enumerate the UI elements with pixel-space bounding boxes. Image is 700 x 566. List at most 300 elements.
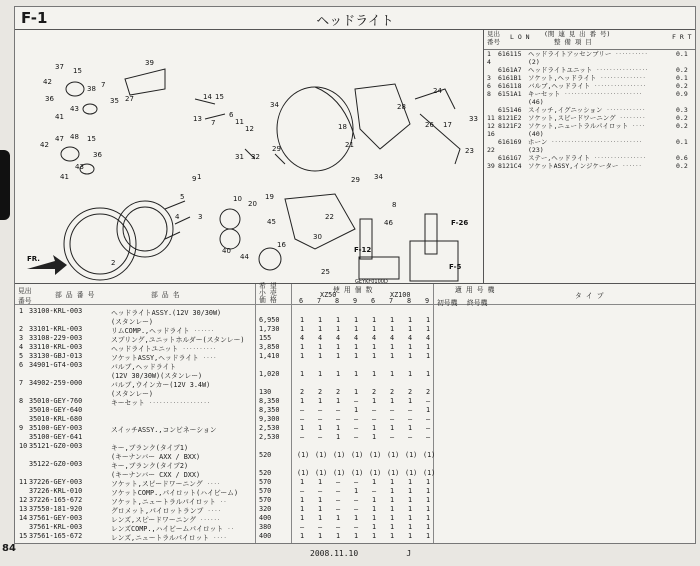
row-qty: – <box>335 478 341 486</box>
row-qty: – <box>299 487 305 495</box>
row-qty: – <box>335 487 341 495</box>
col-type-header: タ イ プ <box>575 292 604 300</box>
row-ref: 10 <box>19 442 28 450</box>
row-qty: 1 <box>389 316 395 324</box>
row-qty: – <box>407 406 413 414</box>
row-qty: 1 <box>299 478 305 486</box>
table-row <box>15 532 695 540</box>
row-qty: 1 <box>335 433 341 441</box>
svg-text:7: 7 <box>211 119 216 127</box>
row-qty: 1 <box>407 523 413 531</box>
figure-code: F-1 <box>21 9 48 27</box>
row-qty: 1 <box>407 505 413 513</box>
table-row <box>15 307 695 315</box>
row-qty: – <box>317 523 323 531</box>
row-qty: 4 <box>353 334 359 342</box>
year-header: 8 <box>407 297 412 305</box>
row-qty: 1 <box>353 352 359 360</box>
svg-text:39: 39 <box>145 59 154 67</box>
table-row <box>15 334 695 342</box>
row-qty: 1 <box>335 343 341 351</box>
row-qty: 1 <box>371 514 377 522</box>
svg-text:44: 44 <box>240 253 249 261</box>
row-price: 1,730 <box>259 325 280 333</box>
svg-text:20: 20 <box>248 200 257 208</box>
svg-text:42: 42 <box>40 141 49 149</box>
svg-text:30: 30 <box>313 233 322 241</box>
row-qty: 2 <box>371 388 377 396</box>
row-qty: 1 <box>353 406 359 414</box>
svg-text:42: 42 <box>43 78 52 86</box>
row-part-name: バルブ,ウインカー(12V 3.4W) <box>111 381 211 389</box>
svg-text:12: 12 <box>245 125 254 133</box>
col-part-no-header: 部 品 番 号 <box>55 291 95 299</box>
year-header: 7 <box>317 297 322 305</box>
col-ref-header: 見出 番号 <box>18 287 32 305</box>
row-qty: 1 <box>389 523 395 531</box>
row-qty: – <box>353 478 359 486</box>
row-qty: – <box>371 487 377 495</box>
legend-category-header: 整 備 項 目 <box>554 38 592 46</box>
legend-lon: 616169 <box>498 138 522 146</box>
row-qty: 4 <box>389 334 395 342</box>
svg-text:23: 23 <box>465 147 474 155</box>
row-qty: 1 <box>317 424 323 432</box>
svg-text:9: 9 <box>192 175 197 183</box>
row-qty: (1) <box>423 469 436 477</box>
row-ref: 8 <box>19 397 24 405</box>
row-qty: – <box>371 415 377 423</box>
row-qty: 1 <box>425 514 431 522</box>
row-part-name: レンズ,ニュートラルパイロット ‥‥ <box>111 534 227 542</box>
legend-frt: 0.3 <box>676 106 688 114</box>
legend-desc: ホーン ‥‥‥‥‥‥‥‥‥‥‥‥‥‥ <box>528 138 643 146</box>
row-part-no: 37550-181-920 <box>29 505 83 513</box>
table-row <box>15 343 695 351</box>
row-qty: 1 <box>425 532 431 540</box>
row-qty: 1 <box>407 316 413 324</box>
legend-desc: (46) <box>528 98 544 106</box>
row-part-no: 37561-KRL-003 <box>29 523 83 531</box>
table-row <box>15 361 695 369</box>
svg-text:36: 36 <box>45 95 54 103</box>
row-qty: – <box>353 424 359 432</box>
row-qty: – <box>353 397 359 405</box>
legend-row <box>484 123 695 131</box>
row-qty: – <box>389 406 395 414</box>
legend-frt: 0.2 <box>676 114 688 122</box>
svg-text:16: 16 <box>277 241 286 249</box>
row-qty: 1 <box>389 424 395 432</box>
row-qty: 1 <box>371 424 377 432</box>
table-row <box>15 469 695 477</box>
row-ref: 15 <box>19 532 28 540</box>
table-row <box>15 496 695 504</box>
row-part-no: 35010-GEY-760 <box>29 397 83 405</box>
row-ref: 2 <box>19 325 24 333</box>
svg-text:34: 34 <box>374 173 383 181</box>
year-header: 8 <box>335 297 340 305</box>
svg-text:11: 11 <box>235 118 244 126</box>
row-qty: 1 <box>317 316 323 324</box>
row-qty: 1 <box>353 487 359 495</box>
row-price: 320 <box>259 505 272 513</box>
legend-ref-header: 見出 番号 <box>487 30 500 46</box>
row-qty: 1 <box>299 352 305 360</box>
row-qty: 1 <box>407 325 413 333</box>
row-price: 1,410 <box>259 352 280 360</box>
row-part-no: 37226-GEY-003 <box>29 478 83 486</box>
row-qty: 1 <box>371 523 377 531</box>
row-part-name: (スタンレー) <box>111 318 153 326</box>
legend-lon: 615146 <box>498 106 522 114</box>
row-qty: – <box>407 433 413 441</box>
row-qty: 1 <box>371 397 377 405</box>
svg-text:36: 36 <box>93 151 102 159</box>
row-qty: 4 <box>371 334 377 342</box>
row-qty: 4 <box>425 334 431 342</box>
legend-lon: 6161G7 <box>498 154 522 162</box>
row-qty: 1 <box>335 532 341 540</box>
table-row <box>15 397 695 405</box>
legend-frt: 0.6 <box>676 154 688 162</box>
col-part-name-header: 部 品 名 <box>151 291 180 299</box>
row-part-name: (スタンレー) <box>111 390 153 398</box>
row-price: 570 <box>259 496 272 504</box>
row-qty: 1 <box>335 316 341 324</box>
svg-text:24: 24 <box>433 87 442 95</box>
row-qty: (1) <box>405 469 418 477</box>
legend-row <box>484 139 695 147</box>
svg-text:18: 18 <box>338 123 347 131</box>
parts-table <box>15 284 695 543</box>
row-qty: – <box>299 523 305 531</box>
svg-text:10: 10 <box>233 195 242 203</box>
row-price: 130 <box>259 388 272 396</box>
row-qty: 1 <box>299 343 305 351</box>
row-qty: 1 <box>299 325 305 333</box>
row-qty: – <box>335 496 341 504</box>
row-ref: 1 <box>19 307 24 315</box>
row-qty: 2 <box>425 388 431 396</box>
svg-text:6: 6 <box>229 111 234 119</box>
row-qty: (1) <box>369 451 382 459</box>
row-qty: (1) <box>333 451 346 459</box>
row-qty: 1 <box>317 505 323 513</box>
diagram-illustration <box>15 29 483 283</box>
row-qty: 1 <box>425 406 431 414</box>
row-qty: (1) <box>369 469 382 477</box>
row-qty: 2 <box>407 388 413 396</box>
row-price: 570 <box>259 478 272 486</box>
row-ref: 4 <box>19 343 24 351</box>
table-row <box>15 316 695 324</box>
table-row <box>15 370 695 378</box>
row-qty: 4 <box>407 334 413 342</box>
legend-desc: (40) <box>528 130 544 138</box>
row-qty: 1 <box>353 370 359 378</box>
row-qty: 1 <box>317 397 323 405</box>
legend-ref: 11 <box>487 114 495 122</box>
row-qty: – <box>389 433 395 441</box>
col-first-header: 初号機 <box>437 299 458 307</box>
svg-text:34: 34 <box>270 101 279 109</box>
svg-text:37: 37 <box>55 63 64 71</box>
legend-ref: 12 <box>487 122 495 130</box>
row-qty: 1 <box>425 370 431 378</box>
legend-ref: 16 <box>487 130 495 138</box>
row-qty: 1 <box>407 487 413 495</box>
legend-frt: 0.2 <box>676 82 688 90</box>
col-applicable-header: 適 用 号 機 <box>455 286 495 294</box>
row-qty: 1 <box>389 325 395 333</box>
row-qty: 1 <box>299 397 305 405</box>
row-qty: 2 <box>389 388 395 396</box>
row-qty: 1 <box>389 514 395 522</box>
row-part-no: 33100-KRL-003 <box>29 307 83 315</box>
row-qty: – <box>335 505 341 513</box>
col-price-header: 希 望 小 売 価 格 <box>259 282 277 304</box>
row-qty: 1 <box>335 424 341 432</box>
legend-row <box>484 163 695 171</box>
svg-text:1: 1 <box>197 173 202 181</box>
col-last-header: 終号機 <box>467 299 488 307</box>
row-qty: (1) <box>351 469 364 477</box>
model-a-header: XZ50 <box>320 291 337 299</box>
legend-desc: ソケット,ヘッドライト ‥‥‥‥‥‥‥ <box>528 74 646 82</box>
legend-desc: ステー,ヘッドライト ‥‥‥‥‥‥‥‥ <box>528 154 647 162</box>
row-qty: 1 <box>407 370 413 378</box>
row-qty: 1 <box>371 352 377 360</box>
row-part-name: (キーナンバー AXX / BXX) <box>111 453 201 461</box>
row-part-no: 35100-GEY-641 <box>29 433 83 441</box>
row-qty: – <box>371 406 377 414</box>
row-qty: 1 <box>299 424 305 432</box>
row-part-no: 35121-GZ0-003 <box>29 442 83 450</box>
model-b-header: XZ100 <box>390 291 411 299</box>
svg-text:47: 47 <box>55 135 64 143</box>
row-part-no: 33130-GBJ-013 <box>29 352 83 360</box>
row-qty: – <box>425 424 431 432</box>
svg-text:29: 29 <box>272 145 281 153</box>
year-header: 6 <box>299 297 304 305</box>
row-qty: – <box>353 523 359 531</box>
row-part-name: (12V 30/30W)(スタンレー) <box>111 372 203 380</box>
row-part-no: 35010-GEY-640 <box>29 406 83 414</box>
row-qty: 1 <box>353 316 359 324</box>
legend-lon: 8121F2 <box>498 122 522 130</box>
row-qty: 1 <box>317 352 323 360</box>
legend-row <box>484 51 695 59</box>
svg-text:46: 46 <box>384 219 393 227</box>
legend-frt: 0.1 <box>676 138 688 146</box>
col-usage-header: 使 用 個 数 <box>333 286 373 294</box>
row-part-name: レンズCOMP.,ハイビームパイロット ‥ <box>111 525 235 533</box>
row-ref: 14 <box>19 514 28 522</box>
svg-text:17: 17 <box>443 121 452 129</box>
row-qty: (1) <box>387 451 400 459</box>
row-qty: 1 <box>371 370 377 378</box>
row-qty: 1 <box>353 325 359 333</box>
row-qty: 1 <box>425 325 431 333</box>
row-part-no: 34901-GT4-003 <box>29 361 83 369</box>
svg-text:29: 29 <box>351 176 360 184</box>
row-price: 9,300 <box>259 415 280 423</box>
legend-frt: 0.1 <box>676 74 688 82</box>
row-qty: 1 <box>389 532 395 540</box>
row-qty: 2 <box>335 388 341 396</box>
row-qty: 4 <box>299 334 305 342</box>
row-qty: 1 <box>425 478 431 486</box>
row-price: 2,530 <box>259 424 280 432</box>
row-qty: 1 <box>371 532 377 540</box>
row-qty: – <box>335 523 341 531</box>
table-row <box>15 460 695 468</box>
table-row <box>15 379 695 387</box>
row-qty: (1) <box>423 451 436 459</box>
row-qty: – <box>353 505 359 513</box>
row-part-name: キー,ブランク(タイプ2) <box>111 462 189 470</box>
row-qty: 1 <box>299 505 305 513</box>
row-price: 8,350 <box>259 397 280 405</box>
row-price: 400 <box>259 514 272 522</box>
row-part-name: ヘッドライトASSY.(12V 30/30W) <box>111 309 222 317</box>
svg-text:22: 22 <box>325 213 334 221</box>
legend-desc: スイッチ,イグニッション ‥‥‥‥‥‥ <box>528 106 646 114</box>
row-qty: 1 <box>407 478 413 486</box>
legend-ref: 4 <box>487 58 491 66</box>
svg-text:15: 15 <box>215 93 224 101</box>
table-row <box>15 352 695 360</box>
row-qty: (1) <box>405 451 418 459</box>
row-part-name: ヘッドライトユニット ‥‥‥‥‥ <box>111 345 217 353</box>
row-part-no: 35100-GEY-003 <box>29 424 83 432</box>
legend-lon: 6161B1 <box>498 74 522 82</box>
row-price: 3,850 <box>259 343 280 351</box>
svg-text:13: 13 <box>193 115 202 123</box>
row-price: 155 <box>259 334 272 342</box>
row-qty: – <box>317 433 323 441</box>
row-qty: 4 <box>317 334 323 342</box>
row-qty: 1 <box>389 478 395 486</box>
row-qty: (1) <box>315 451 328 459</box>
svg-text:F-12: F-12 <box>354 246 372 254</box>
print-date: 2008.11.10 J <box>310 549 412 558</box>
table-row <box>15 388 695 396</box>
row-qty: 1 <box>425 343 431 351</box>
row-price: 400 <box>259 532 272 540</box>
svg-text:43: 43 <box>75 163 84 171</box>
row-qty: 1 <box>353 343 359 351</box>
legend-ref: 39 <box>487 162 495 170</box>
row-price: 520 <box>259 451 272 459</box>
legend-frt: 0.1 <box>676 50 688 58</box>
svg-text:15: 15 <box>73 67 82 75</box>
row-price: 6,950 <box>259 316 280 324</box>
svg-text:48: 48 <box>70 133 79 141</box>
row-price: 570 <box>259 487 272 495</box>
row-qty: (1) <box>297 469 310 477</box>
row-qty: 1 <box>389 496 395 504</box>
row-price: 520 <box>259 469 272 477</box>
row-qty: 1 <box>299 514 305 522</box>
row-qty: 1 <box>335 397 341 405</box>
row-qty: – <box>335 406 341 414</box>
svg-text:F-26: F-26 <box>451 219 469 227</box>
table-row <box>15 451 695 459</box>
table-row <box>15 514 695 522</box>
table-row <box>15 523 695 531</box>
row-qty: 1 <box>317 496 323 504</box>
svg-text:38: 38 <box>87 85 96 93</box>
row-qty: – <box>425 433 431 441</box>
row-qty: 1 <box>335 325 341 333</box>
service-legend <box>484 29 695 284</box>
row-qty: 1 <box>335 352 341 360</box>
svg-text:15: 15 <box>87 135 96 143</box>
row-ref: 9 <box>19 424 24 432</box>
row-qty: 1 <box>335 370 341 378</box>
row-qty: 1 <box>353 532 359 540</box>
svg-text:14: 14 <box>203 93 212 101</box>
svg-text:45: 45 <box>267 218 276 226</box>
svg-text:5: 5 <box>180 193 185 201</box>
row-qty: (1) <box>333 469 346 477</box>
row-part-name: レンズ,スピードワーニング ‥‥‥ <box>111 516 221 524</box>
row-qty: 1 <box>371 343 377 351</box>
table-row <box>15 424 695 432</box>
row-qty: 1 <box>425 487 431 495</box>
svg-text:33: 33 <box>469 115 478 123</box>
row-qty: (1) <box>315 469 328 477</box>
row-qty: (1) <box>297 451 310 459</box>
row-part-name: ソケット,スピードワーニング ‥‥ <box>111 480 221 488</box>
legend-desc: ソケット,スピードワーニング ‥‥‥‥ <box>528 114 646 122</box>
exploded-diagram <box>15 29 484 284</box>
row-part-name: ソケット,ニュートラルパイロット ‥ <box>111 498 227 506</box>
row-qty: 1 <box>371 316 377 324</box>
legend-ref: 3 <box>487 74 491 82</box>
row-qty: 1 <box>353 388 359 396</box>
row-qty: 1 <box>317 370 323 378</box>
row-qty: – <box>299 406 305 414</box>
legend-lon: 616115 <box>498 50 522 58</box>
row-qty: 1 <box>425 316 431 324</box>
row-part-no: 35010-KRL-680 <box>29 415 83 423</box>
legend-lon: 6161A7 <box>498 66 522 74</box>
row-qty: 1 <box>425 496 431 504</box>
row-part-name: グロメット,パイロットランプ ‥‥ <box>111 507 222 515</box>
row-part-name: キー,ブランク(タイプ1) <box>111 444 189 452</box>
row-qty: 1 <box>389 370 395 378</box>
row-part-name: ソケットASSY,ヘッドライト ‥‥ <box>111 354 217 362</box>
row-qty: 1 <box>317 532 323 540</box>
row-part-no: 37226-KRL-010 <box>29 487 83 495</box>
svg-text:32: 32 <box>251 153 260 161</box>
row-qty: 1 <box>425 523 431 531</box>
table-row <box>15 442 695 450</box>
row-part-no: 34902-259-000 <box>29 379 83 387</box>
row-part-name: バルブ,ヘッドライト <box>111 363 177 371</box>
svg-text:35: 35 <box>110 97 119 105</box>
row-ref: 5 <box>19 352 24 360</box>
row-price: 2,530 <box>259 433 280 441</box>
legend-ref: 1 <box>487 50 491 58</box>
row-qty: 1 <box>317 343 323 351</box>
row-qty: – <box>335 415 341 423</box>
row-ref: 3 <box>19 334 24 342</box>
table-row <box>15 487 695 495</box>
